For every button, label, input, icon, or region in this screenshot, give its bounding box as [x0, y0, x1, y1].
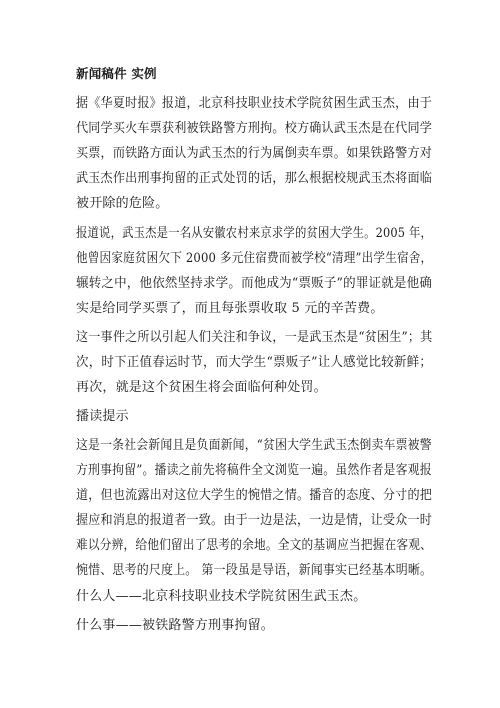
paragraph-line: 这一事件之所以引起人们关注和争议，一是武玉杰是“贫困生”；其	[76, 330, 433, 345]
paragraph-line: 这是一条社会新闻且是负面新闻，“贫困大学生武玉杰倒卖车票被警	[76, 438, 432, 453]
paragraph-line: 据《华夏时报》报道，北京科技职业技术学院贫困生武玉杰，由于	[76, 96, 433, 111]
paragraph-line: 难以分辨，给他们留出了思考的余地。全文的基调应当把握在客观、	[76, 538, 433, 553]
paragraph-line: 武玉杰作出刑事拘留的正式处罚的话，那么根据校规武玉杰将面临	[76, 171, 433, 186]
document-title: 新闻稿件 实例	[76, 66, 157, 81]
paragraph-line: 再次，就是这个贫困生将会面临何种处罚。	[76, 380, 327, 395]
paragraph-line: 他曾因家庭贫困欠下 2000 多元住宿费而被学校“清理”出学生宿舍，	[76, 251, 433, 266]
section-heading: 播读提示	[76, 409, 129, 424]
paragraph-line: 什么人——北京科技职业技术学院贫困生武玉杰。	[76, 589, 367, 604]
paragraph-line: 代同学买火车票获利被铁路警方刑拘。校方确认武玉杰是在代同学	[76, 121, 433, 136]
paragraph-line: 道，但也流露出对这位大学生的惋惜之情。播音的态度、分寸的把	[76, 488, 433, 503]
paragraph-line: 买票，而铁路方面认为武玉杰的行为属倒卖车票。如果铁路警方对	[76, 146, 433, 161]
paragraph-line: 握应和消息的报道者一致。由于一边是法，一边是情，让受众一时	[76, 513, 433, 528]
paragraph-line: 惋惜、思考的尺度上。 第一段虽是导语，新闻事实已经基本明晰。	[76, 563, 433, 578]
paragraph-line: 次，时下正值春运时节，而大学生“票贩子”让人感觉比较新鲜；	[76, 355, 433, 370]
paragraph-line: 实是给同学买票了，而且每张票收取 5 元的辛苦费。	[76, 301, 384, 316]
paragraph-line: 报道说，武玉杰是一名从安徽农村来京求学的贫困大学生。2005 年，	[76, 226, 433, 241]
paragraph-line: 方刑事拘留”。播读之前先将稿件全文浏览一遍。虽然作者是客观报	[76, 463, 432, 478]
paragraph-line: 被开除的危险。	[76, 196, 169, 211]
paragraph-line: 辗转之中，他依然坚持求学。而他成为“票贩子”的罪证就是他确	[76, 276, 433, 291]
paragraph-line: 什么事——被铁路警方刑事拘留。	[76, 618, 275, 633]
